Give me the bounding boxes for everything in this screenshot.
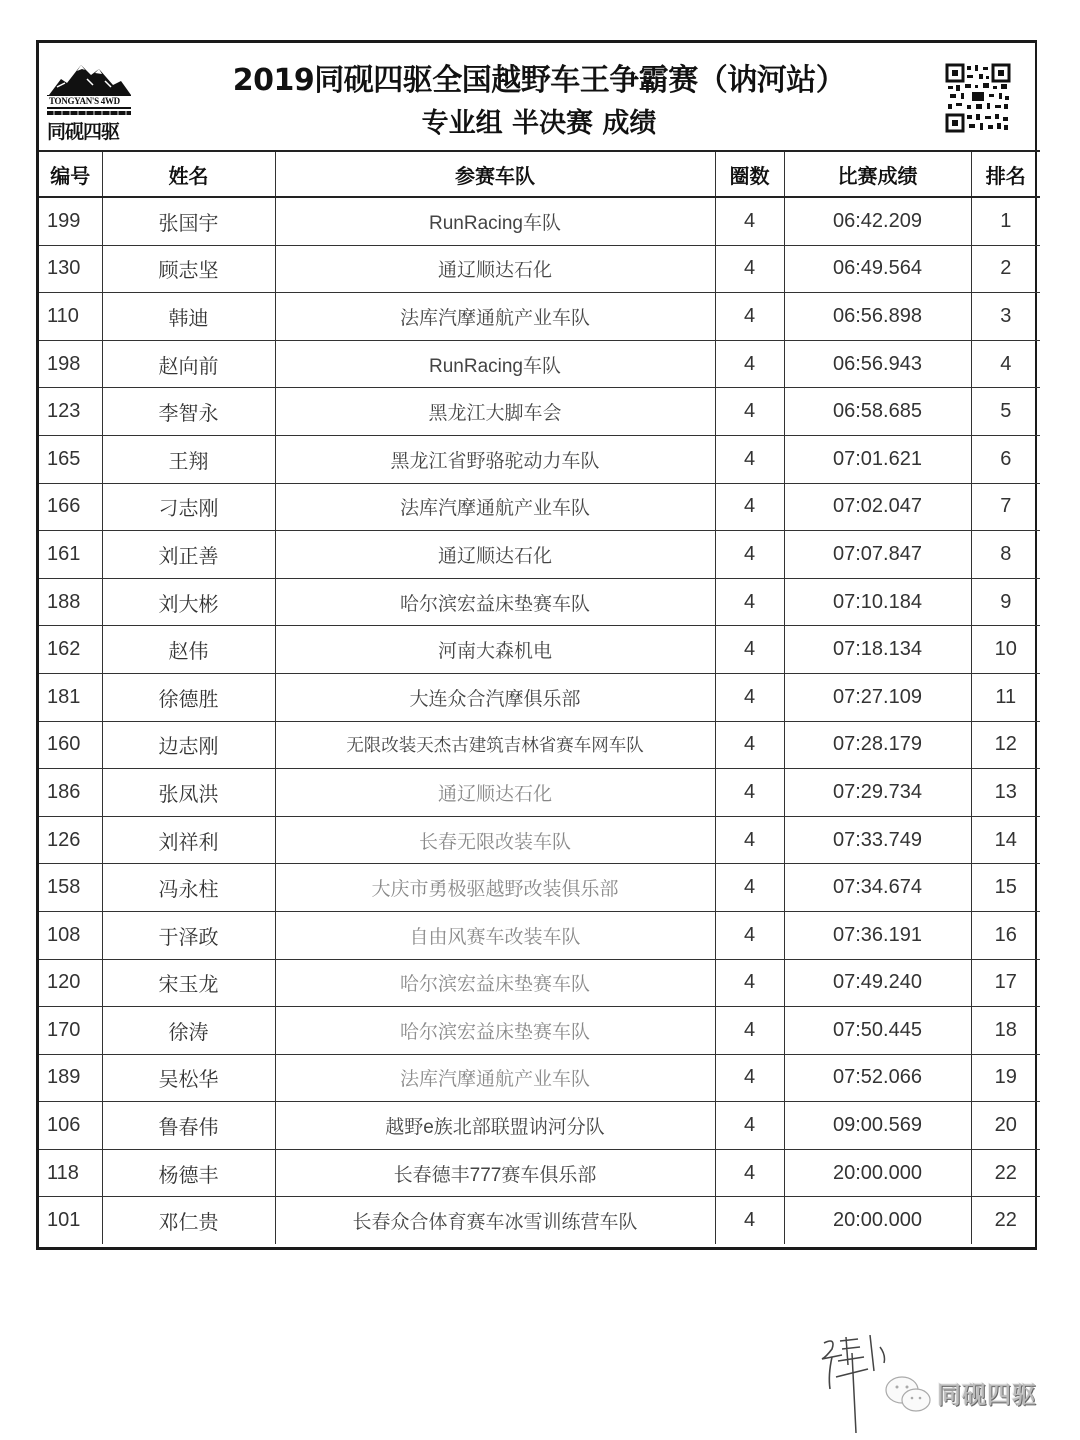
cell-team: 越野e族北部联盟讷河分队 bbox=[275, 1102, 715, 1150]
cell-team: 自由风赛车改装车队 bbox=[275, 911, 715, 959]
cell-laps: 4 bbox=[715, 911, 784, 959]
cell-id: 101 bbox=[39, 1197, 102, 1244]
table-row bbox=[39, 1197, 1040, 1244]
cell-id: 181 bbox=[39, 673, 102, 721]
cell-time: 07:27.109 bbox=[784, 673, 971, 721]
cell-laps: 4 bbox=[715, 293, 784, 341]
cell-team: 长春德丰777赛车俱乐部 bbox=[275, 1149, 715, 1197]
cell-team: 哈尔滨宏益床垫赛车队 bbox=[275, 578, 715, 626]
table-row bbox=[39, 388, 1040, 436]
cell-time: 06:56.943 bbox=[784, 340, 971, 388]
cell-id: 118 bbox=[39, 1149, 102, 1197]
cell-team: 法库汽摩通航产业车队 bbox=[275, 293, 715, 341]
cell-time: 07:33.749 bbox=[784, 816, 971, 864]
cell-name: 徐德胜 bbox=[102, 673, 275, 721]
cell-id: 162 bbox=[39, 626, 102, 674]
table-row bbox=[39, 816, 1040, 864]
cell-name: 刘大彬 bbox=[102, 578, 275, 626]
table-row bbox=[39, 340, 1040, 388]
cell-time: 06:58.685 bbox=[784, 388, 971, 436]
cell-laps: 4 bbox=[715, 197, 784, 245]
table-row bbox=[39, 531, 1040, 579]
cell-time: 07:34.674 bbox=[784, 864, 971, 912]
cell-laps: 4 bbox=[715, 245, 784, 293]
cell-laps: 4 bbox=[715, 959, 784, 1007]
cell-name: 赵伟 bbox=[102, 626, 275, 674]
cell-rank: 4 bbox=[971, 340, 1040, 388]
cell-id: 126 bbox=[39, 816, 102, 864]
cell-laps: 4 bbox=[715, 483, 784, 531]
table-row bbox=[39, 578, 1040, 626]
cell-rank: 13 bbox=[971, 769, 1040, 817]
cell-id: 120 bbox=[39, 959, 102, 1007]
column-header-team: 参赛车队 bbox=[275, 151, 715, 197]
table-row bbox=[39, 435, 1040, 483]
cell-id: 161 bbox=[39, 531, 102, 579]
cell-time: 07:02.047 bbox=[784, 483, 971, 531]
cell-rank: 3 bbox=[971, 293, 1040, 341]
cell-name: 徐涛 bbox=[102, 1007, 275, 1055]
cell-time: 07:50.445 bbox=[784, 1007, 971, 1055]
cell-time: 07:01.621 bbox=[784, 435, 971, 483]
cell-rank: 16 bbox=[971, 911, 1040, 959]
cell-team: 法库汽摩通航产业车队 bbox=[275, 483, 715, 531]
cell-id: 130 bbox=[39, 245, 102, 293]
results-sheet bbox=[36, 40, 1037, 1250]
cell-rank: 10 bbox=[971, 626, 1040, 674]
cell-time: 07:29.734 bbox=[784, 769, 971, 817]
logo-stripe bbox=[47, 111, 131, 115]
cell-time: 07:36.191 bbox=[784, 911, 971, 959]
wechat-icon bbox=[880, 1370, 940, 1420]
cell-laps: 4 bbox=[715, 816, 784, 864]
table-row bbox=[39, 197, 1040, 245]
cell-name: 刘正善 bbox=[102, 531, 275, 579]
cell-time: 07:52.066 bbox=[784, 1054, 971, 1102]
cell-laps: 4 bbox=[715, 864, 784, 912]
cell-laps: 4 bbox=[715, 1102, 784, 1150]
cell-team: RunRacing车队 bbox=[275, 340, 715, 388]
cell-id: 108 bbox=[39, 911, 102, 959]
cell-rank: 6 bbox=[971, 435, 1040, 483]
cell-rank: 20 bbox=[971, 1102, 1040, 1150]
cell-rank: 17 bbox=[971, 959, 1040, 1007]
cell-rank: 12 bbox=[971, 721, 1040, 769]
table-header-row bbox=[39, 151, 1040, 197]
cell-time: 06:56.898 bbox=[784, 293, 971, 341]
cell-id: 188 bbox=[39, 578, 102, 626]
cell-name: 韩迪 bbox=[102, 293, 275, 341]
cell-time: 07:10.184 bbox=[784, 578, 971, 626]
cell-time: 20:00.000 bbox=[784, 1197, 971, 1244]
cell-id: 189 bbox=[39, 1054, 102, 1102]
cell-team: 黑龙江大脚车会 bbox=[275, 388, 715, 436]
cell-team: 通辽顺达石化 bbox=[275, 769, 715, 817]
cell-id: 160 bbox=[39, 721, 102, 769]
table-row bbox=[39, 1102, 1040, 1150]
cell-team: 通辽顺达石化 bbox=[275, 531, 715, 579]
column-header-time: 比赛成绩 bbox=[784, 151, 971, 197]
cell-name: 李智永 bbox=[102, 388, 275, 436]
cell-time: 06:42.209 bbox=[784, 197, 971, 245]
cell-rank: 15 bbox=[971, 864, 1040, 912]
cell-name: 吴松华 bbox=[102, 1054, 275, 1102]
table-row bbox=[39, 673, 1040, 721]
cell-name: 边志刚 bbox=[102, 721, 275, 769]
cell-rank: 7 bbox=[971, 483, 1040, 531]
cell-name: 刁志刚 bbox=[102, 483, 275, 531]
cell-id: 158 bbox=[39, 864, 102, 912]
cell-id: 165 bbox=[39, 435, 102, 483]
cell-id: 170 bbox=[39, 1007, 102, 1055]
mountain-icon bbox=[47, 61, 131, 95]
tongyan-logo bbox=[47, 61, 131, 141]
cell-team: RunRacing车队 bbox=[275, 197, 715, 245]
cell-rank: 11 bbox=[971, 673, 1040, 721]
cell-team: 通辽顺达石化 bbox=[275, 245, 715, 293]
table-row bbox=[39, 959, 1040, 1007]
cell-rank: 19 bbox=[971, 1054, 1040, 1102]
cell-team: 黑龙江省野骆驼动力车队 bbox=[275, 435, 715, 483]
cell-team: 哈尔滨宏益床垫赛车队 bbox=[275, 959, 715, 1007]
cell-rank: 22 bbox=[971, 1149, 1040, 1197]
cell-time: 06:49.564 bbox=[784, 245, 971, 293]
cell-name: 张凤洪 bbox=[102, 769, 275, 817]
table-row bbox=[39, 245, 1040, 293]
cell-team: 无限改装天杰古建筑吉林省赛车网车队 bbox=[275, 721, 715, 769]
cell-name: 赵向前 bbox=[102, 340, 275, 388]
cell-laps: 4 bbox=[715, 1197, 784, 1244]
cell-team: 长春无限改装车队 bbox=[275, 816, 715, 864]
cell-id: 110 bbox=[39, 293, 102, 341]
table-row bbox=[39, 1007, 1040, 1055]
table-row bbox=[39, 1054, 1040, 1102]
column-header-name: 姓名 bbox=[102, 151, 275, 197]
cell-rank: 18 bbox=[971, 1007, 1040, 1055]
cell-name: 冯永柱 bbox=[102, 864, 275, 912]
cell-id: 123 bbox=[39, 388, 102, 436]
cell-id: 106 bbox=[39, 1102, 102, 1150]
cell-laps: 4 bbox=[715, 626, 784, 674]
cell-team: 大连众合汽摩俱乐部 bbox=[275, 673, 715, 721]
logo-text-cn: 同砚四驱 bbox=[47, 121, 120, 143]
cell-laps: 4 bbox=[715, 1007, 784, 1055]
cell-laps: 4 bbox=[715, 1149, 784, 1197]
cell-laps: 4 bbox=[715, 531, 784, 579]
cell-name: 顾志坚 bbox=[102, 245, 275, 293]
logo-text-en: TONGYAN'S 4WD bbox=[47, 95, 131, 109]
cell-laps: 4 bbox=[715, 721, 784, 769]
cell-name: 刘祥利 bbox=[102, 816, 275, 864]
cell-name: 鲁春伟 bbox=[102, 1102, 275, 1150]
cell-time: 07:18.134 bbox=[784, 626, 971, 674]
page-subtitle: 专业组 半决赛 成绩 bbox=[421, 108, 657, 139]
signature-icon bbox=[818, 1335, 888, 1435]
cell-name: 宋玉龙 bbox=[102, 959, 275, 1007]
cell-laps: 4 bbox=[715, 673, 784, 721]
cell-time: 09:00.569 bbox=[784, 1102, 971, 1150]
watermark-text: 同砚四驱 bbox=[937, 1381, 1037, 1409]
table-row bbox=[39, 626, 1040, 674]
column-header-id: 编号 bbox=[39, 151, 102, 197]
table-row bbox=[39, 293, 1040, 341]
cell-id: 186 bbox=[39, 769, 102, 817]
table-row bbox=[39, 864, 1040, 912]
table-row bbox=[39, 483, 1040, 531]
cell-team: 长春众合体育赛车冰雪训练营车队 bbox=[275, 1197, 715, 1244]
results-table bbox=[39, 150, 1040, 1244]
table-row bbox=[39, 911, 1040, 959]
cell-laps: 4 bbox=[715, 435, 784, 483]
cell-laps: 4 bbox=[715, 340, 784, 388]
cell-name: 王翔 bbox=[102, 435, 275, 483]
cell-rank: 1 bbox=[971, 197, 1040, 245]
cell-laps: 4 bbox=[715, 769, 784, 817]
cell-laps: 4 bbox=[715, 578, 784, 626]
cell-team: 河南大森机电 bbox=[275, 626, 715, 674]
cell-time: 07:49.240 bbox=[784, 959, 971, 1007]
cell-team: 哈尔滨宏益床垫赛车队 bbox=[275, 1007, 715, 1055]
cell-laps: 4 bbox=[715, 1054, 784, 1102]
cell-rank: 5 bbox=[971, 388, 1040, 436]
table-row bbox=[39, 1149, 1040, 1197]
cell-id: 198 bbox=[39, 340, 102, 388]
sheet-header bbox=[39, 43, 1035, 150]
cell-rank: 2 bbox=[971, 245, 1040, 293]
cell-name: 杨德丰 bbox=[102, 1149, 275, 1197]
table-row bbox=[39, 769, 1040, 817]
cell-name: 于泽政 bbox=[102, 911, 275, 959]
cell-rank: 9 bbox=[971, 578, 1040, 626]
cell-name: 张国宇 bbox=[102, 197, 275, 245]
cell-team: 法库汽摩通航产业车队 bbox=[275, 1054, 715, 1102]
cell-name: 邓仁贵 bbox=[102, 1197, 275, 1244]
cell-rank: 8 bbox=[971, 531, 1040, 579]
table-row bbox=[39, 721, 1040, 769]
cell-id: 199 bbox=[39, 197, 102, 245]
cell-time: 07:28.179 bbox=[784, 721, 971, 769]
column-header-rank: 排名 bbox=[971, 151, 1040, 197]
qr-code-icon bbox=[945, 63, 1011, 133]
cell-rank: 14 bbox=[971, 816, 1040, 864]
cell-time: 20:00.000 bbox=[784, 1149, 971, 1197]
cell-team: 大庆市勇极驱越野改装俱乐部 bbox=[275, 864, 715, 912]
cell-id: 166 bbox=[39, 483, 102, 531]
column-header-laps: 圈数 bbox=[715, 151, 784, 197]
cell-time: 07:07.847 bbox=[784, 531, 971, 579]
cell-laps: 4 bbox=[715, 388, 784, 436]
cell-rank: 22 bbox=[971, 1197, 1040, 1244]
page-title: 2019同砚四驱全国越野车王争霸赛（讷河站） bbox=[232, 63, 846, 98]
